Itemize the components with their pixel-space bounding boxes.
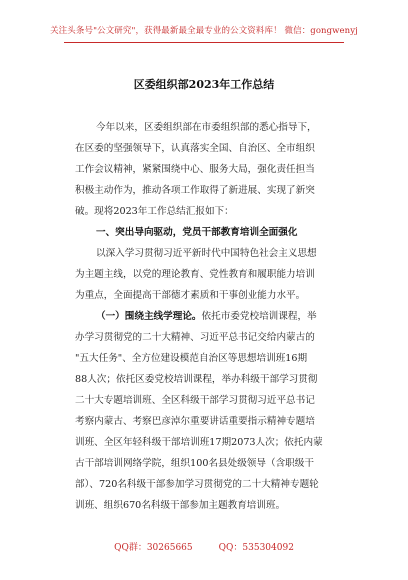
header-banner: 关注头条号"公文研究"，获得最新最全最专业的公文资料库！ 微信：gongwenyj: [50, 26, 358, 36]
header-divider: [64, 42, 344, 43]
body-line: 为主题主线，以党的理论教育、党性教育和履职能力培训: [75, 269, 315, 280]
footer-qq: QQ：535304092: [218, 543, 294, 553]
body-line: "五大任务"、全方位建设模范自治区等思想培训班16期: [75, 353, 308, 364]
body-line: 以深入学习贯彻习近平新时代中国特色社会主义思想: [96, 248, 317, 259]
section-heading: 一、突出导向驱动，党员干部教育培训全面强化: [96, 227, 298, 238]
subsection-text: 依托市委党校培训课程，举: [201, 311, 317, 322]
body-line: 为重点，全面提高干部德才素质和干事创业能力水平。: [75, 290, 306, 301]
footer-qq-group: QQ群：30265665: [114, 543, 193, 553]
body-line: 训班、组织670名科级干部参加主题教育培训班。: [75, 500, 286, 511]
body-line: 古干部培训网络学院，组织100名县处级领导（含职级干: [75, 458, 314, 469]
body-line: 88人次；依托区委党校培训课程，举办科级干部学习贯彻: [75, 374, 318, 385]
body-line: 积极主动作为，推动各项工作取得了新进展、实现了新突: [75, 185, 315, 196]
body-line: 今年以来，区委组织部在市委组织部的悉心指导下，: [96, 122, 317, 133]
body-line: 部）、720名科级干部参加学习贯彻党的二十大精神专题轮: [75, 479, 319, 490]
body-line: 训班、全区年轻科级干部培训班17期2073人次；依托内蒙: [75, 437, 323, 448]
subsection-line: [96, 312, 317, 322]
body-line: 破。现将2023年工作总结汇报如下：: [75, 206, 234, 217]
subsection-heading: （一）围绕主线学理论。: [96, 311, 202, 322]
body-line: 工作会议精神，紧紧围绕中心、服务大局，强化责任担当: [75, 164, 315, 175]
body-line: 在区委的坚强领导下，认真落实全国、自治区、全市组织: [75, 143, 315, 154]
body-line: 考察内蒙古、考察巴彦淖尔重要讲话重要指示精神专题培: [75, 416, 315, 427]
footer-banner: [0, 540, 408, 553]
document-title: 区委组织部2023年工作总结: [133, 78, 275, 91]
body-line: 办学习贯彻党的二十大精神、习近平总书记交给内蒙古的: [75, 332, 315, 343]
body-line: 二十大专题培训班、全区科级干部学习贯彻习近平总书记: [75, 395, 315, 406]
